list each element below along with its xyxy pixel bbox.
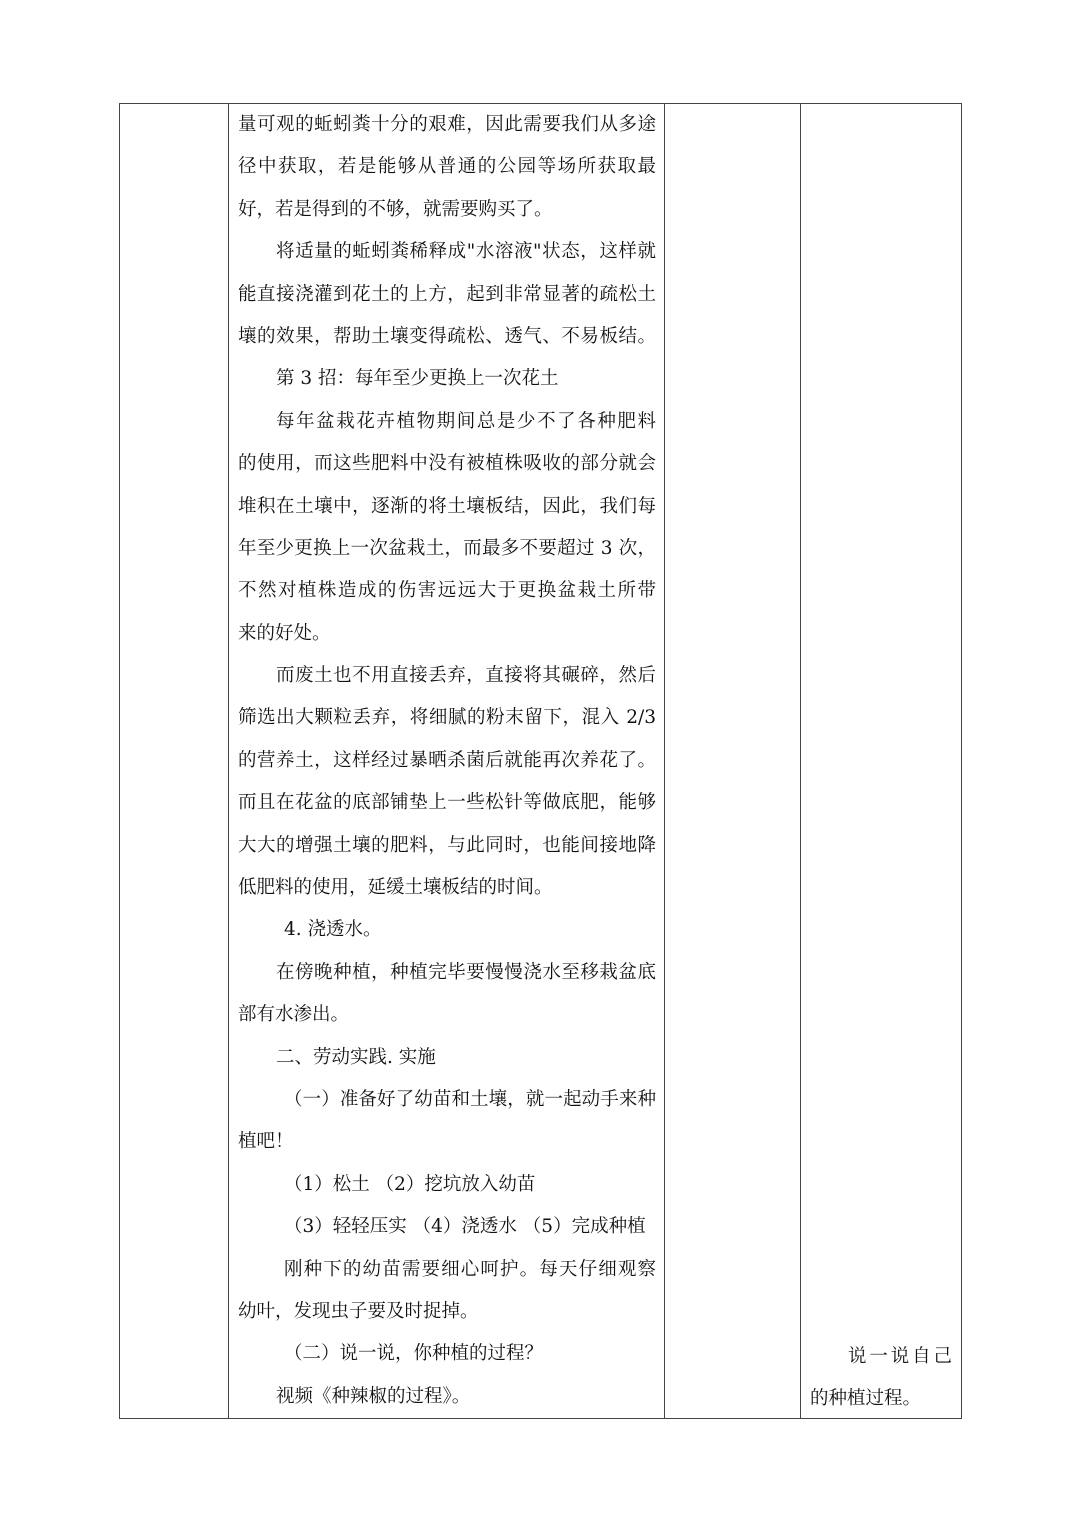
text-line: 筛选出大颗粒丢弃，将细腻的粉末留下，混入 2/3 <box>238 707 656 729</box>
text-line: 说一说自己 <box>848 1346 952 1367</box>
text-line: 而废土也不用直接丢弃，直接将其碾碎，然后 <box>276 665 656 687</box>
section-heading: 第 3 招：每年至少更换上一次花土 <box>276 368 559 390</box>
text-line: 年至少更换上一次盆栽土，而最多不要超过 3 次， <box>238 537 656 559</box>
student-activity-column <box>810 1336 952 1421</box>
section-heading: （二）说一说，你种植的过程？ <box>284 1343 544 1365</box>
text-line: 的营养土，这样经过暴晒杀菌后就能再次养花了。 <box>238 749 656 771</box>
text-line: 能直接浇灌到花土的上方，起到非常显著的疏松土 <box>238 283 656 305</box>
column-divider <box>800 104 801 1418</box>
text-line: 的种植过程。 <box>810 1388 922 1410</box>
text-line: 将适量的蚯蚓粪稀释成"水溶液"状态，这样就 <box>276 241 656 263</box>
section-heading: 4. 浇透水。 <box>284 919 382 941</box>
text-line: 部有水渗出。 <box>238 1004 350 1026</box>
column-divider <box>664 104 665 1418</box>
text-line: 来的好处。 <box>238 622 331 644</box>
step-list: （3）轻轻压实 （4）浇透水 （5）完成种植 <box>284 1216 646 1238</box>
text-line: 好，若是得到的不够，就需要购买了。 <box>238 198 553 220</box>
section-heading: 二、劳动实践. 实施 <box>276 1046 436 1068</box>
text-line: 不然对植株造成的伤害远远大于更换盆栽土所带 <box>238 580 656 602</box>
text-line: 视频《种辣椒的过程》。 <box>276 1385 471 1407</box>
text-line: 堆积在土壤中，逐渐的将土壤板结，因此，我们每 <box>238 495 656 517</box>
text-line: 径中获取，若是能够从普通的公园等场所获取最 <box>238 156 656 178</box>
text-line: 在傍晚种植，种植完毕要慢慢浇水至移栽盆底 <box>276 961 656 983</box>
text-line: 低肥料的使用，延缓土壤板结的时间。 <box>238 877 553 899</box>
text-line: 刚种下的幼苗需要细心呵护。每天仔细观察 <box>284 1258 656 1280</box>
text-line: 幼叶，发现虫子要及时捉掉。 <box>238 1300 479 1322</box>
column-divider <box>228 104 229 1418</box>
text-line: 的使用，而这些肥料中没有被植株吸收的部分就会 <box>238 453 656 475</box>
text-line: 每年盆栽花卉植物期间总是少不了各种肥料 <box>276 410 656 432</box>
text-line: 植吧！ <box>238 1131 294 1153</box>
text-line: （一）准备好了幼苗和土壤，就一起动手来种 <box>284 1088 656 1110</box>
text-line: 壤的效果，帮助土壤变得疏松、透气、不易板结。 <box>238 325 656 347</box>
text-line: 大大的增强土壤的肥料，与此同时，也能间接地降 <box>238 834 656 856</box>
step-list: （1）松土 （2）挖坑放入幼苗 <box>284 1173 536 1195</box>
text-line: 量可观的蚯蚓粪十分的艰难，因此需要我们从多途 <box>238 114 656 135</box>
text-line: 而且在花盆的底部铺垫上一些松针等做底肥，能够 <box>238 792 656 814</box>
teaching-content-column <box>238 104 656 1418</box>
